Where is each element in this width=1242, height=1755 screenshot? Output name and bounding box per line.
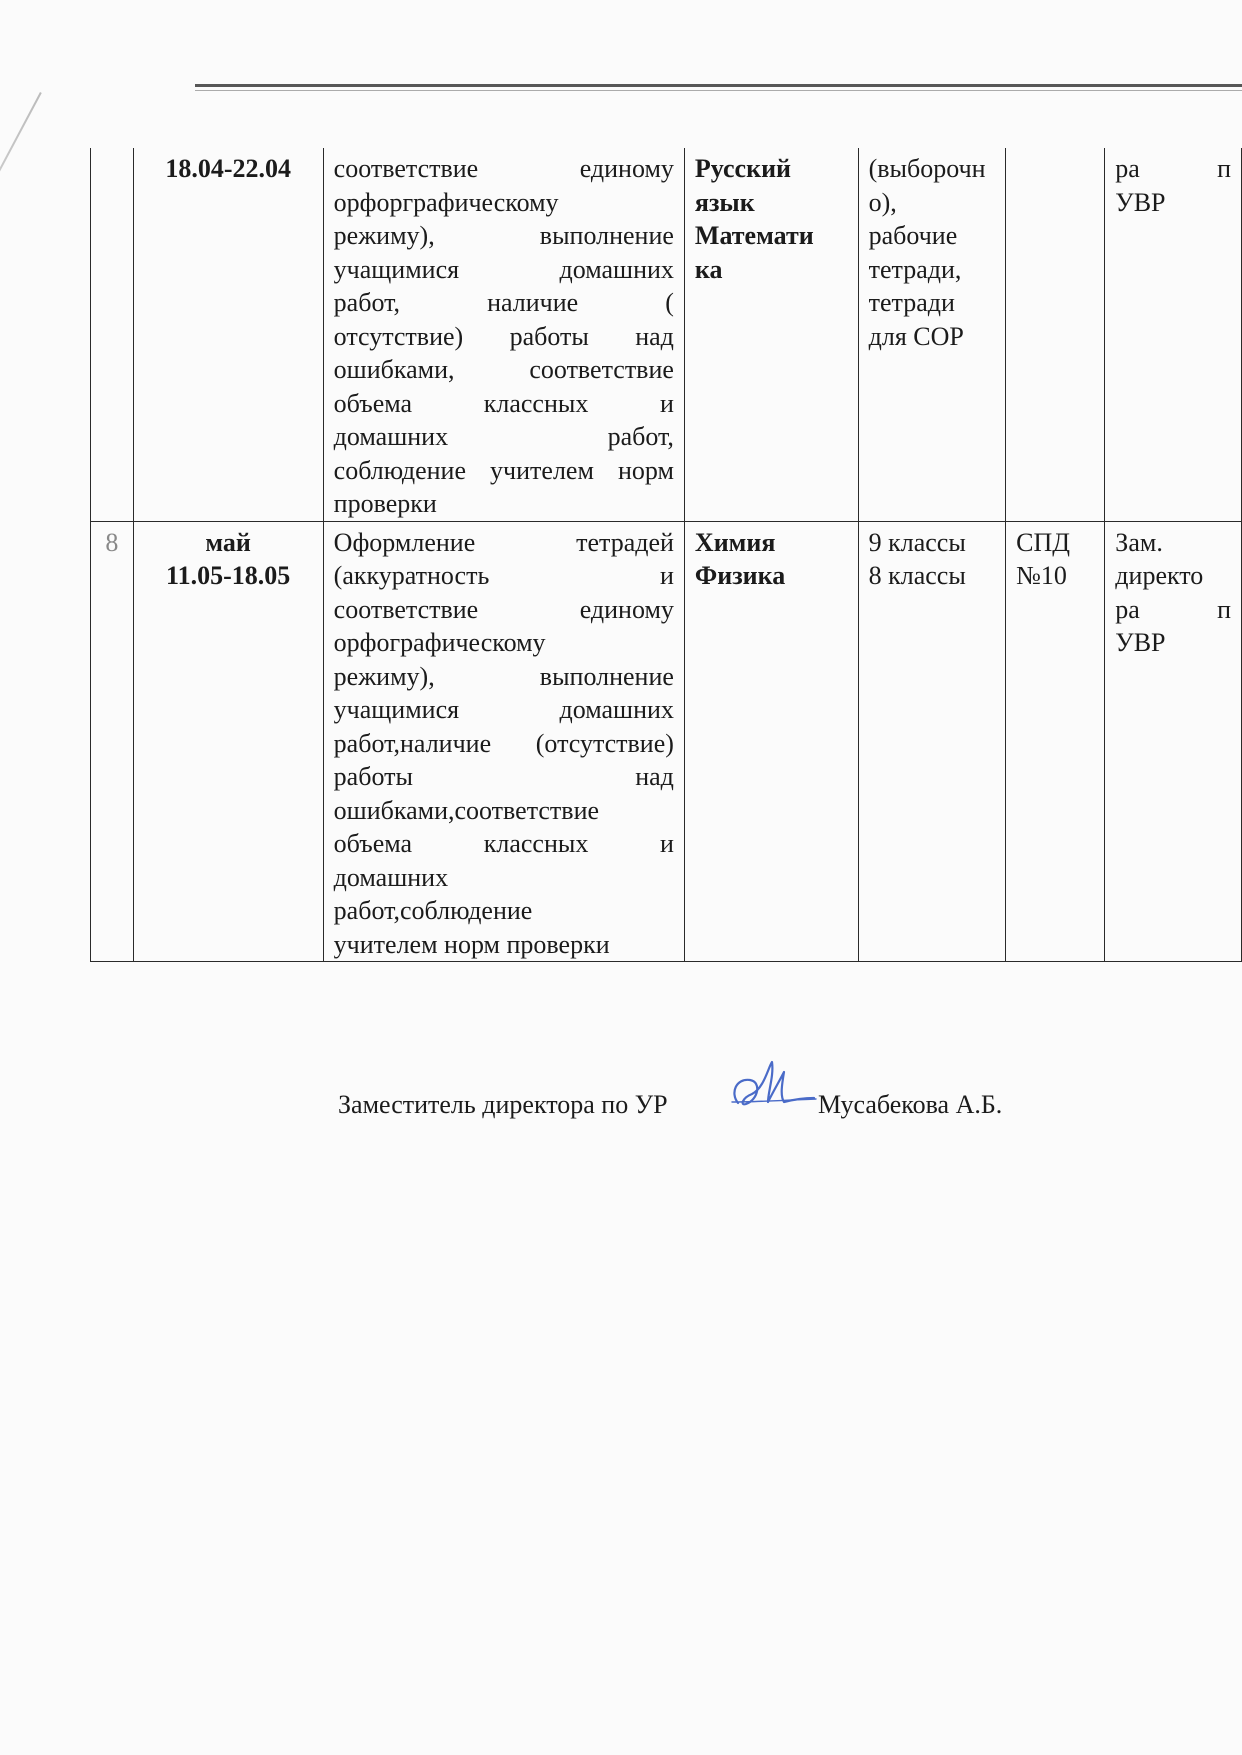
row-number-cell: [91, 148, 134, 521]
classes-cell-line: о),: [868, 187, 897, 217]
date-cell-line: май: [205, 527, 251, 557]
description-cell-line: режиму), выполнение: [333, 221, 674, 250]
responsible-cell-line: директо: [1115, 561, 1204, 590]
description-cell-line: отсутствие) работы над: [333, 321, 674, 351]
responsible-cell-line: УВР: [1115, 628, 1166, 657]
classes-cell-line: для СОР: [868, 321, 964, 351]
scan-edge-line: [195, 84, 1242, 87]
description-cell-line: объема классных и: [333, 388, 674, 418]
plan-table-body: [91, 148, 1242, 962]
classes-cell: [858, 521, 1006, 962]
responsible-cell-line: Зам.: [1115, 527, 1163, 557]
classes-cell: [858, 148, 1006, 521]
responsible-cell: [1105, 521, 1242, 962]
description-cell-line: учителем норм проверки: [333, 929, 610, 959]
description-cell-line: учащимися домашних: [333, 695, 674, 724]
description-cell-line: соответствие единому: [333, 154, 674, 183]
date-cell-line: 11.05-18.05: [166, 561, 291, 590]
description-cell-line: домашних работ,: [333, 422, 674, 451]
location-cell: [1006, 148, 1105, 521]
date-cell: [133, 148, 323, 521]
subject-cell-line: язык: [694, 187, 755, 217]
scan-edge-line-secondary: [195, 90, 1242, 91]
description-cell-line: домашних: [333, 862, 449, 892]
table-row: [91, 148, 1242, 521]
description-cell-line: работ, наличие (: [333, 288, 674, 317]
description-cell-line: ошибками, соответствие: [333, 355, 674, 384]
subject-cell-line: Физика: [694, 561, 786, 590]
classes-cell-line: 9 классы: [868, 527, 966, 557]
responsible-cell-line: ра п: [1115, 594, 1231, 624]
description-cell-line: ошибками,соответствие: [333, 795, 600, 825]
description-cell-line: орфорграфическому: [333, 187, 559, 217]
handwritten-signature: [728, 1058, 818, 1118]
description-cell-line: орфографическому: [333, 628, 546, 657]
classes-cell-line: тетради: [868, 288, 955, 317]
subject-cell-line: Математи: [694, 221, 814, 250]
date-cell: [133, 521, 323, 962]
description-cell-line: проверки: [333, 489, 437, 518]
description-cell: [323, 521, 684, 962]
row-number: 8: [105, 527, 119, 557]
classes-cell-line: рабочие: [868, 221, 958, 250]
location-cell-line: №10: [1016, 561, 1067, 590]
location-cell: [1006, 521, 1105, 962]
footer-position-title: Заместитель директора по УР: [338, 1090, 668, 1119]
description-cell-line: работ,соблюдение: [333, 896, 533, 925]
responsible-cell-line: ра п: [1115, 154, 1231, 183]
subject-cell: [684, 148, 858, 521]
classes-cell-line: (выборочн: [868, 154, 986, 183]
responsible-cell-line: УВР: [1115, 187, 1166, 217]
classes-cell-line: 8 классы: [868, 561, 966, 590]
description-cell-line: работы над: [333, 762, 674, 791]
scan-fold-mark: [0, 92, 42, 314]
description-cell-line: Оформление тетрадей: [333, 527, 674, 557]
description-cell-line: соответствие единому: [333, 594, 674, 624]
date-cell-line: 18.04-22.04: [165, 154, 291, 183]
footer-person-name: Мусабекова А.Б.: [818, 1090, 1003, 1119]
plan-table: [90, 148, 1242, 962]
subject-cell: [684, 521, 858, 962]
description-cell: [323, 148, 684, 521]
description-cell-line: учащимися домашних: [333, 254, 674, 284]
description-cell-line: работ,наличие (отсутствие): [333, 728, 674, 758]
description-cell-line: режиму), выполнение: [333, 661, 674, 691]
subject-cell-line: Русский: [694, 154, 792, 183]
subject-cell-line: Химия: [694, 527, 776, 557]
responsible-cell: [1105, 148, 1242, 521]
description-cell-line: соблюдение учителем норм: [333, 455, 674, 485]
row-number-cell: [91, 521, 134, 962]
table-row: [91, 521, 1242, 962]
description-cell-line: объема классных и: [333, 829, 674, 858]
classes-cell-line: тетради,: [868, 254, 962, 284]
subject-cell-line: ка: [694, 254, 723, 284]
description-cell-line: (аккуратность и: [333, 561, 674, 590]
location-cell-line: СПД: [1016, 527, 1070, 557]
